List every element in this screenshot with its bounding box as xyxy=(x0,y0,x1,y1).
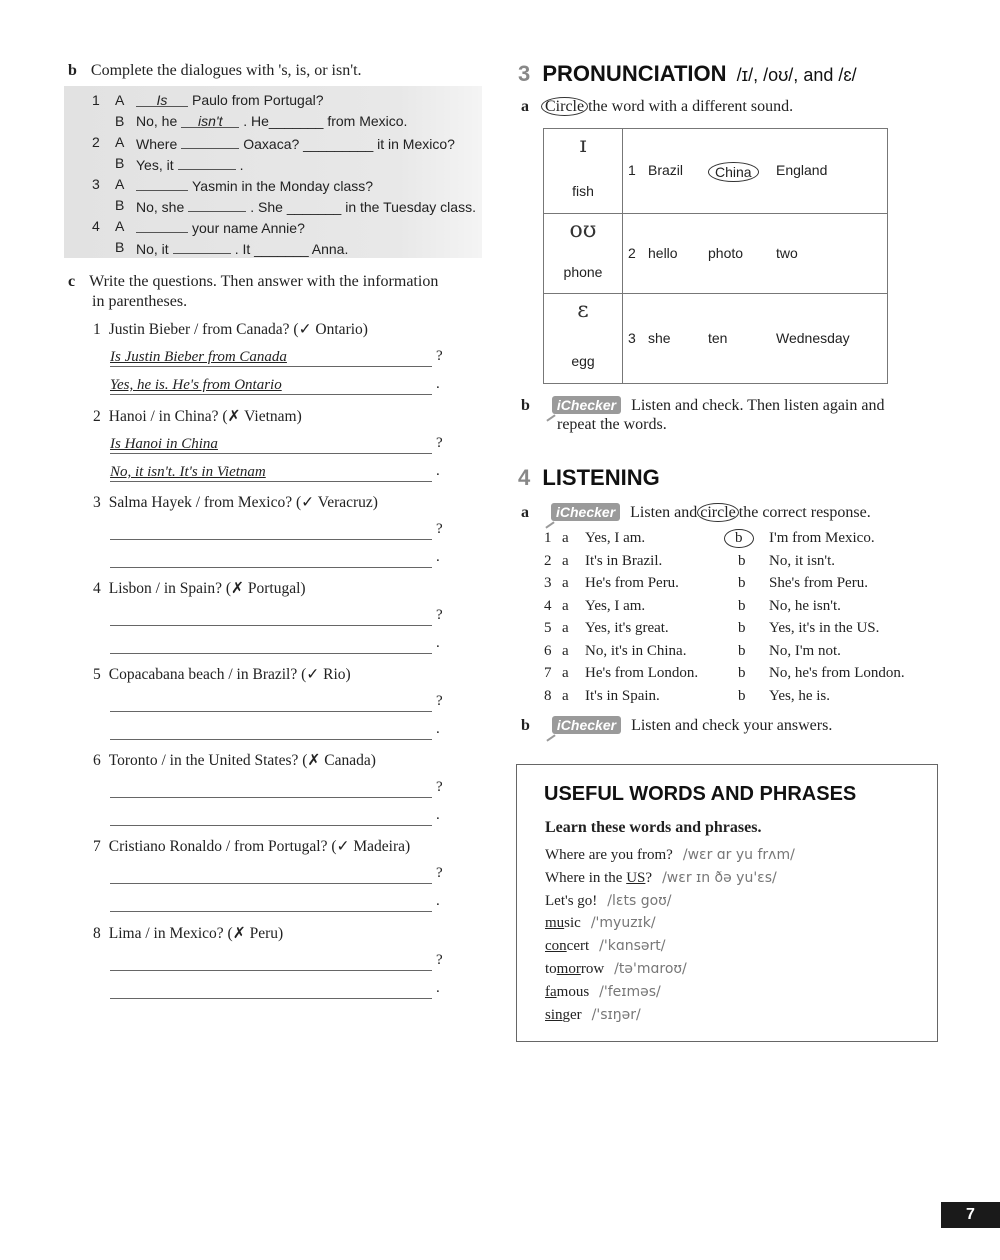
section-c-instruction xyxy=(68,273,438,291)
question-answer-line[interactable] xyxy=(110,435,432,454)
useful-phrase xyxy=(545,870,777,887)
question-number: 6 xyxy=(93,752,101,769)
listen-a-instruction xyxy=(521,503,871,522)
option-a-letter[interactable]: a xyxy=(562,687,569,704)
picture-cell xyxy=(544,214,623,294)
dialogue-post: . She _______ in the Tuesday class. xyxy=(250,199,476,215)
option-a-text: No, it's in China. xyxy=(585,642,687,659)
dialogue-pre: No, he xyxy=(136,113,178,129)
option-a-text: He's from London. xyxy=(585,665,699,681)
question-number: 2 xyxy=(93,408,101,425)
option-a-text: Yes, I am. xyxy=(585,597,646,614)
ichecker-badge: iChecker xyxy=(551,503,620,521)
question-prompt xyxy=(93,493,378,512)
dialogue-text xyxy=(136,197,476,215)
section-letter: c xyxy=(68,273,76,290)
item-number: 1 xyxy=(544,530,552,546)
prompt-text: Copacabana beach / in Brazil? (✓ Rio) xyxy=(108,666,351,683)
option-b-letter[interactable]: b xyxy=(738,620,746,636)
pron-b-instruction xyxy=(521,396,884,415)
answer-blank[interactable] xyxy=(178,155,236,170)
line-number: 3 xyxy=(92,176,100,192)
phonetic-transcription: /'myuzɪk/ xyxy=(590,915,656,932)
section-number: 3 xyxy=(518,61,531,86)
prompt-text: Cristiano Ronaldo / from Portugal? (✓ Madeira) xyxy=(108,838,411,855)
answer-blank[interactable] xyxy=(188,197,246,212)
question-number: 1 xyxy=(93,321,101,338)
item-number: 5 xyxy=(544,620,552,636)
option-a-letter[interactable]: a xyxy=(562,665,569,681)
sound-symbol-icon: ɪ xyxy=(579,133,587,158)
picture-cell xyxy=(544,129,623,213)
option-b-text: Yes, it's in the US. xyxy=(769,620,880,636)
question-mark: ? xyxy=(436,521,443,537)
dialogue-post: Paulo from Portugal? xyxy=(192,92,324,108)
useful-phrase xyxy=(545,938,665,955)
prompt-text: Salma Hayek / from Mexico? (✓ Veracruz) xyxy=(108,494,378,511)
period-mark: . xyxy=(436,807,440,823)
pronunciation-table xyxy=(543,128,888,384)
line-number: 4 xyxy=(92,218,100,234)
phonetic-transcription: /wɛr ɪn ðə yu'ɛs/ xyxy=(662,869,777,886)
answer-line[interactable] xyxy=(110,463,432,482)
item-number: 2 xyxy=(544,552,552,569)
option-b-letter[interactable]: b xyxy=(738,687,746,704)
prompt-text: Toronto / in the United States? (✗ Canada) xyxy=(108,752,376,769)
question-prompt xyxy=(93,837,410,856)
answer-text: isn't xyxy=(198,113,223,129)
answer-line[interactable] xyxy=(110,721,432,740)
question-answer-line[interactable] xyxy=(110,693,432,712)
useful-phrase xyxy=(545,915,656,932)
picture-label: fish xyxy=(572,183,594,199)
picture-cell xyxy=(544,294,623,383)
dialogue-post: . It _______ Anna. xyxy=(234,241,349,257)
item-number: 8 xyxy=(544,687,552,704)
useful-phrase xyxy=(545,984,661,1001)
question-prompt xyxy=(93,407,302,426)
answer-blank[interactable] xyxy=(136,218,188,233)
instruction-text: Complete the dialogues with 's, is, or isn't. xyxy=(90,62,362,79)
phonetic-transcription: /'sɪŋər/ xyxy=(591,1006,641,1023)
dialogue-pre: Where xyxy=(136,136,178,152)
option-a-text: It's in Brazil. xyxy=(585,552,663,569)
prompt-text: Lima / in Mexico? (✗ Peru) xyxy=(108,925,284,942)
section-title: PRONUNCIATION xyxy=(542,61,727,86)
useful-phrase xyxy=(545,961,687,978)
useful-subtitle: Learn these words and phrases. xyxy=(545,819,762,836)
question-answer-line[interactable] xyxy=(110,348,432,367)
pronunciation-heading xyxy=(518,61,857,87)
ichecker-badge: iChecker xyxy=(552,716,621,734)
option-a-letter[interactable]: a xyxy=(562,620,569,636)
speaker-label: B xyxy=(115,239,125,255)
row-number: 3 xyxy=(628,330,636,346)
question-answer-line[interactable] xyxy=(110,779,432,798)
option-b-text: No, he's from London. xyxy=(769,665,905,681)
dialogue-text xyxy=(136,218,305,236)
question-mark: ? xyxy=(436,865,443,881)
phrase-stress: mu xyxy=(545,915,565,932)
section-letter: b xyxy=(521,397,530,414)
phrase-pre: Where are you from? xyxy=(545,847,673,863)
pron-word[interactable]: China xyxy=(708,162,759,182)
listening-heading xyxy=(518,465,660,491)
speaker-label: B xyxy=(115,197,125,213)
written-question: Is Hanoi in China xyxy=(110,436,218,452)
pron-row xyxy=(544,213,887,294)
written-answer: No, it isn't. It's in Vietnam xyxy=(110,464,266,480)
question-mark: ? xyxy=(436,779,443,795)
phrase-post: mous xyxy=(556,983,590,1000)
phrase-post: ger xyxy=(562,1006,582,1023)
question-number: 4 xyxy=(93,580,101,597)
useful-phrase xyxy=(545,847,795,864)
phrase-post: sic xyxy=(564,915,581,932)
dialogue-text xyxy=(136,134,455,152)
phrase-stress: con xyxy=(545,938,567,955)
dialogue-text xyxy=(136,176,373,194)
answer-line[interactable] xyxy=(110,893,432,912)
phonetic-transcription: /tə'mɑroʊ/ xyxy=(614,961,687,977)
pron-word[interactable]: Brazil xyxy=(648,162,684,178)
dialogue-text xyxy=(136,113,407,129)
answer-line[interactable] xyxy=(110,807,432,826)
section-letter: b xyxy=(521,717,530,734)
question-mark: ? xyxy=(436,693,443,709)
phrase-stress: sin xyxy=(545,1006,563,1023)
line-number: 1 xyxy=(92,92,100,108)
written-answer: Yes, he is. He's from Ontario xyxy=(110,377,282,393)
phonetic-transcription: /wɛr ɑr yu frʌm/ xyxy=(682,847,795,863)
option-a-text: He's from Peru. xyxy=(585,575,679,591)
phrase-pre: Where in the xyxy=(545,869,627,886)
section-number: 4 xyxy=(518,465,531,490)
option-b-letter[interactable]: b xyxy=(738,642,746,659)
option-b-letter[interactable]: b xyxy=(738,665,746,681)
dialogue-post: your name Annie? xyxy=(192,220,305,236)
option-b-text: She's from Peru. xyxy=(769,575,868,591)
dialogue-text xyxy=(136,239,348,257)
item-number: 6 xyxy=(544,642,552,659)
phonetic-transcription: /'feɪməs/ xyxy=(599,983,661,1000)
instruction-text: the correct response. xyxy=(738,504,871,521)
picture-label: phone xyxy=(563,264,603,280)
page-number: 7 xyxy=(941,1202,1000,1228)
option-a-letter[interactable]: a xyxy=(562,597,569,614)
picture-label: egg xyxy=(571,353,595,369)
item-number: 7 xyxy=(544,665,552,681)
question-number: 3 xyxy=(93,494,101,511)
speaker-label: A xyxy=(115,92,125,108)
speaker-label: A xyxy=(115,176,125,192)
question-number: 8 xyxy=(93,925,101,942)
option-b-letter[interactable]: b xyxy=(738,597,746,614)
instruction-text: Listen and check. Then listen again and xyxy=(631,397,885,414)
instruction-text: Listen and xyxy=(630,504,698,521)
answer-blank[interactable] xyxy=(173,239,231,254)
sound-symbol-icon: ɛ xyxy=(577,298,589,323)
prompt-text: Lisbon / in Spain? (✗ Portugal) xyxy=(108,580,306,597)
option-a-letter[interactable]: a xyxy=(562,575,569,591)
pron-word[interactable]: England xyxy=(776,162,828,178)
period-mark: . xyxy=(436,980,440,996)
phonetic-sounds: /ɪ/, /oʊ/, and /ɛ/ xyxy=(736,65,857,85)
period-mark: . xyxy=(436,893,440,909)
speaker-label: A xyxy=(115,218,125,234)
dialogue-post: . He_______ from Mexico. xyxy=(243,113,408,129)
option-a-text: It's in Spain. xyxy=(585,687,660,704)
option-a-text: Yes, it's great. xyxy=(585,620,669,636)
question-answer-line[interactable] xyxy=(110,952,432,971)
question-mark: ? xyxy=(436,607,443,623)
question-number: 5 xyxy=(93,666,101,683)
pron-word[interactable]: two xyxy=(776,245,798,261)
phrase-stress: mor xyxy=(556,961,581,977)
item-number: 4 xyxy=(544,597,552,614)
dialogue-pre: Yes, it xyxy=(136,157,174,173)
answer-text: Is xyxy=(156,92,168,108)
circled-word: circle xyxy=(697,503,739,522)
prompt-text: Justin Bieber / from Canada? (✓ Ontario) xyxy=(108,321,368,338)
listen-b-instruction xyxy=(521,716,832,735)
circled-word: Circle xyxy=(541,97,588,116)
option-b-text: No, I'm not. xyxy=(769,642,841,659)
pron-word[interactable]: she xyxy=(648,330,671,346)
answer-blank[interactable] xyxy=(136,176,188,191)
written-question: Is Justin Bieber from Canada xyxy=(110,349,287,365)
dialogue-post: . xyxy=(239,157,244,173)
pron-word[interactable]: hello xyxy=(648,245,678,261)
period-mark: . xyxy=(436,635,440,651)
speaker-label: B xyxy=(115,113,125,129)
option-b-text: I'm from Mexico. xyxy=(769,530,875,546)
question-answer-line[interactable] xyxy=(110,607,432,626)
instruction-text-2: in parentheses. xyxy=(92,293,188,310)
useful-words-box xyxy=(516,764,938,1042)
sound-symbol-icon: oʊ xyxy=(569,218,597,243)
question-prompt xyxy=(93,320,368,339)
dialogue-post: Yasmin in the Monday class? xyxy=(192,178,374,194)
phrase-post: cert xyxy=(566,938,590,955)
instruction-text-2: repeat the words. xyxy=(557,416,667,433)
option-b-letter[interactable]: b xyxy=(738,575,746,591)
ichecker-badge: iChecker xyxy=(552,396,621,414)
question-prompt xyxy=(93,924,283,943)
phrase-stress: fa xyxy=(545,983,557,1000)
instruction-text: Listen and check your answers. xyxy=(631,717,833,734)
row-number: 2 xyxy=(628,245,636,261)
option-a-letter[interactable]: a xyxy=(562,642,569,659)
section-b-instruction xyxy=(68,62,362,80)
dialogue-pre: No, she xyxy=(136,199,185,215)
option-b-text: No, he isn't. xyxy=(769,597,841,614)
question-number: 7 xyxy=(93,838,101,855)
phrase-post: row xyxy=(580,961,605,977)
option-a-letter[interactable]: a xyxy=(562,530,569,546)
useful-title: USEFUL WORDS AND PHRASES xyxy=(544,783,857,805)
answer-blank[interactable] xyxy=(181,134,239,149)
phrase-pre: Let's go! xyxy=(545,892,598,909)
answer-line[interactable] xyxy=(110,635,432,654)
pron-row xyxy=(544,293,887,383)
phonetic-transcription: /'kɑnsərt/ xyxy=(599,938,666,955)
answer-blank[interactable] xyxy=(136,92,188,107)
dialogue-post: Oaxaca? _________ it in Mexico? xyxy=(243,136,455,152)
prompt-text: Hanoi / in China? (✗ Vietnam) xyxy=(108,408,302,425)
period-mark: . xyxy=(436,376,440,392)
section-letter: a xyxy=(521,98,529,115)
question-answer-line[interactable] xyxy=(110,521,432,540)
question-mark: ? xyxy=(436,348,443,364)
question-prompt xyxy=(93,579,306,598)
section-title: LISTENING xyxy=(542,465,660,490)
option-b-letter[interactable]: b xyxy=(738,552,746,569)
question-mark: ? xyxy=(436,435,443,451)
section-letter: b xyxy=(68,62,77,79)
line-number: 2 xyxy=(92,134,100,150)
dialogue-pre: No, it xyxy=(136,241,169,257)
phrase-pre: to xyxy=(545,961,557,977)
question-mark: ? xyxy=(436,952,443,968)
option-b-letter[interactable]: b xyxy=(724,529,754,548)
question-prompt xyxy=(93,665,351,684)
answer-line[interactable] xyxy=(110,980,432,999)
option-b-text: No, it isn't. xyxy=(769,552,836,569)
question-prompt xyxy=(93,751,376,770)
period-mark: . xyxy=(436,549,440,565)
question-answer-line[interactable] xyxy=(110,865,432,884)
answer-blank[interactable] xyxy=(181,113,239,128)
phonetic-transcription: /lɛts goʊ/ xyxy=(607,892,672,909)
phrase-stress: US xyxy=(626,869,646,886)
instruction-text: the word with a different sound. xyxy=(588,98,794,115)
useful-phrase xyxy=(545,1007,641,1024)
speaker-label: A xyxy=(115,134,125,150)
pron-a-instruction xyxy=(521,98,793,116)
period-mark: . xyxy=(436,463,440,479)
speaker-label: B xyxy=(115,155,125,171)
instruction-text: Write the questions. Then answer with the information xyxy=(89,273,439,290)
dialogue-text xyxy=(136,155,244,173)
useful-phrase xyxy=(545,893,672,910)
item-number: 3 xyxy=(544,575,552,591)
pron-word[interactable]: photo xyxy=(708,245,744,261)
pron-row xyxy=(544,129,887,213)
option-a-letter[interactable]: a xyxy=(562,552,569,569)
period-mark: . xyxy=(436,721,440,737)
option-b-text: Yes, he is. xyxy=(769,687,830,704)
section-letter: a xyxy=(521,504,529,521)
phrase-post: ? xyxy=(645,869,653,886)
pron-word[interactable]: ten xyxy=(708,330,728,346)
dialogue-text xyxy=(136,92,324,108)
answer-line[interactable] xyxy=(110,376,432,395)
answer-line[interactable] xyxy=(110,549,432,568)
row-number: 1 xyxy=(628,162,636,178)
option-a-text: Yes, I am. xyxy=(585,530,646,546)
pron-word[interactable]: Wednesday xyxy=(776,330,850,346)
